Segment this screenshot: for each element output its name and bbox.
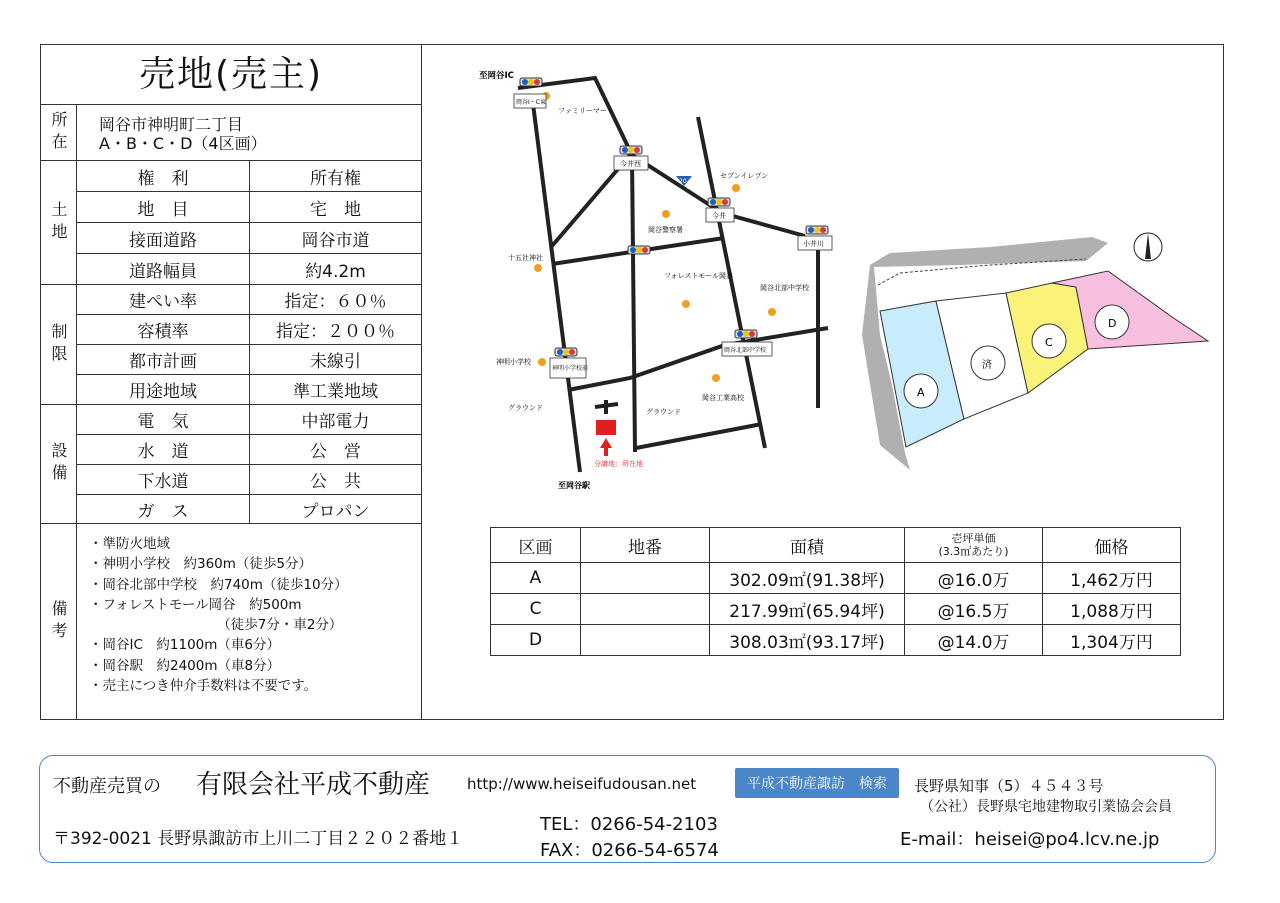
col-area: 面積 xyxy=(710,528,905,563)
remark-item: ・フォレストモール岡谷 約500m xyxy=(89,596,302,613)
cell-lot: C xyxy=(491,594,581,625)
land-key: 権 利 xyxy=(77,161,250,192)
map-label: 岡谷I・C東 xyxy=(516,99,546,106)
cell-chiban xyxy=(581,625,710,656)
col-unit xyxy=(905,528,1043,563)
section-land-text: 土地 xyxy=(49,200,68,245)
map-label: 至岡谷IC xyxy=(479,71,514,81)
address-line-2: A・B・C・D（4区画） xyxy=(99,134,267,153)
restrict-key: 用途地域 xyxy=(77,375,250,405)
plot-label: 済 xyxy=(982,360,992,371)
cell-area: 308.03㎡(93.17坪) xyxy=(710,625,905,656)
location-address xyxy=(77,105,422,161)
land-key: 地 目 xyxy=(77,192,250,223)
table-row xyxy=(491,625,1181,656)
land-value: 岡谷市道 xyxy=(250,223,422,254)
restrict-key: 建ぺい率 xyxy=(77,285,250,315)
site-marker xyxy=(596,420,616,435)
land-key: 道路幅員 xyxy=(77,254,250,285)
facility-key: ガ ス xyxy=(77,495,250,524)
cell-chiban xyxy=(581,594,710,625)
map-label: セブンイレブン xyxy=(720,172,769,180)
footer-association: （公社）長野県宅地建物取引業協会会員 xyxy=(920,799,1172,815)
restrict-value: 未線引 xyxy=(250,345,422,375)
map-label: 神明小学校前 xyxy=(552,365,589,372)
footer-tel: TEL：0266-54-2103 xyxy=(540,814,718,835)
remarks-list xyxy=(77,524,422,719)
restrict-value: 準工業地域 xyxy=(250,375,422,405)
map-label: フォレストモール岡谷 xyxy=(664,272,734,280)
land-value: 宅 地 xyxy=(250,192,422,223)
facility-key: 水 道 xyxy=(77,435,250,465)
restrict-value: 指定：６０％ xyxy=(250,285,422,315)
price-table xyxy=(490,527,1181,656)
remark-item: ・岡谷IC 約1100m（車6分） xyxy=(89,637,281,654)
footer-tagline: 不動産売買の xyxy=(53,776,161,797)
map-label: 岡谷北部中学校 xyxy=(724,347,767,354)
land-key: 接面道路 xyxy=(77,223,250,254)
cell-lot: D xyxy=(491,625,581,656)
map-label: 20 xyxy=(679,178,687,185)
restrict-key: 容積率 xyxy=(77,315,250,345)
plot-label: D xyxy=(1108,317,1117,330)
facility-key: 電 気 xyxy=(77,405,250,435)
cell-price: 1,462万円 xyxy=(1043,563,1181,594)
cell-chiban xyxy=(581,563,710,594)
plot-label: A xyxy=(917,386,925,399)
cell-price: 1,088万円 xyxy=(1043,594,1181,625)
land-value: 約4.2m xyxy=(250,254,422,285)
map-label: 岡谷北部中学校 xyxy=(760,284,809,292)
map-label: 分譲地：所在地 xyxy=(594,460,643,468)
remark-item: ・神明小学校 約360m（徒歩5分） xyxy=(89,556,313,573)
remark-item: ・岡谷駅 約2400m（車8分） xyxy=(89,657,281,674)
facility-value: 中部電力 xyxy=(250,405,422,435)
plot-label: C xyxy=(1045,336,1053,349)
restrict-key: 都市計画 xyxy=(77,345,250,375)
map-label: 神明小学校 xyxy=(496,358,531,366)
table-row xyxy=(491,563,1181,594)
section-remarks-text: 備考 xyxy=(49,599,68,644)
restrict-value: 指定：２００％ xyxy=(250,315,422,345)
map-label: ファミリーマート xyxy=(558,107,614,115)
map-label: 十五社神社 xyxy=(508,254,543,262)
cell-price: 1,304万円 xyxy=(1043,625,1181,656)
facility-key: 下水道 xyxy=(77,465,250,495)
section-restrict xyxy=(41,285,77,405)
location-label-text: 所在 xyxy=(49,110,68,155)
map-label: グラウンド xyxy=(646,408,681,416)
plot-diagram xyxy=(840,225,1220,485)
cell-area: 217.99㎡(65.94坪) xyxy=(710,594,905,625)
map-label: グラウンド xyxy=(508,404,543,412)
footer-company: 有限会社平成不動産 xyxy=(196,770,431,800)
map-label: 今井西 xyxy=(620,160,641,168)
map-label: 岡谷工業高校 xyxy=(702,394,744,402)
site-arrow-icon xyxy=(600,438,612,456)
map-label: 至岡谷駅 xyxy=(558,481,590,490)
map-label: 小井川 xyxy=(803,240,824,248)
section-remarks xyxy=(41,524,77,719)
address-line-1: 岡谷市神明町二丁目 xyxy=(99,115,244,134)
footer-url-link[interactable]: http://www.heiseifudousan.net xyxy=(467,775,697,793)
footer-fax: FAX：0266-54-6574 xyxy=(540,840,719,861)
remark-item: ・売主につき仲介手数料は不要です。 xyxy=(89,678,318,695)
cell-lot: A xyxy=(491,563,581,594)
section-facility-text: 設備 xyxy=(49,442,68,486)
remark-item: ・岡谷北部中学校 約740m（徒歩10分） xyxy=(89,576,348,593)
remark-item: ・準防火地域 xyxy=(89,536,170,552)
col-lot: 区画 xyxy=(491,528,581,563)
location-label xyxy=(41,105,77,161)
map-label: 今井 xyxy=(712,212,726,220)
col-unit-line2: (3.3㎡あたり) xyxy=(938,545,1009,558)
area-map xyxy=(470,60,850,500)
cell-unit: @16.5万 xyxy=(905,594,1043,625)
price-table-header xyxy=(491,528,1181,563)
col-unit-line1: 壱坪単価 xyxy=(951,532,996,545)
col-price: 価格 xyxy=(1043,528,1181,563)
facility-value: 公 営 xyxy=(250,435,422,465)
facility-value: 公 共 xyxy=(250,465,422,495)
footer-email-link[interactable]: E-mail：heisei@po4.lcv.ne.jp xyxy=(900,829,1160,850)
facility-value: プロパン xyxy=(250,495,422,524)
page-title: 売地(売主) xyxy=(41,45,422,105)
footer-license: 長野県知事（5）４５４３号 xyxy=(914,777,1104,795)
cell-area: 302.09㎡(91.38坪) xyxy=(710,563,905,594)
cell-unit: @14.0万 xyxy=(905,625,1043,656)
map-label: 岡谷警察署 xyxy=(648,226,683,234)
remark-item: （徒歩7分・車2分） xyxy=(89,617,343,634)
footer-address: 〒392-0021 長野県諏訪市上川二丁目２２０２番地１ xyxy=(53,829,464,849)
search-badge-button[interactable]: 平成不動産諏訪 検索 xyxy=(735,768,899,798)
cell-unit: @16.0万 xyxy=(905,563,1043,594)
section-facility xyxy=(41,405,77,524)
section-land xyxy=(41,161,77,285)
table-row xyxy=(491,594,1181,625)
section-restrict-text: 制限 xyxy=(49,322,68,367)
traffic-signals xyxy=(520,78,828,356)
col-chiban: 地番 xyxy=(581,528,710,563)
land-value: 所有権 xyxy=(250,161,422,192)
